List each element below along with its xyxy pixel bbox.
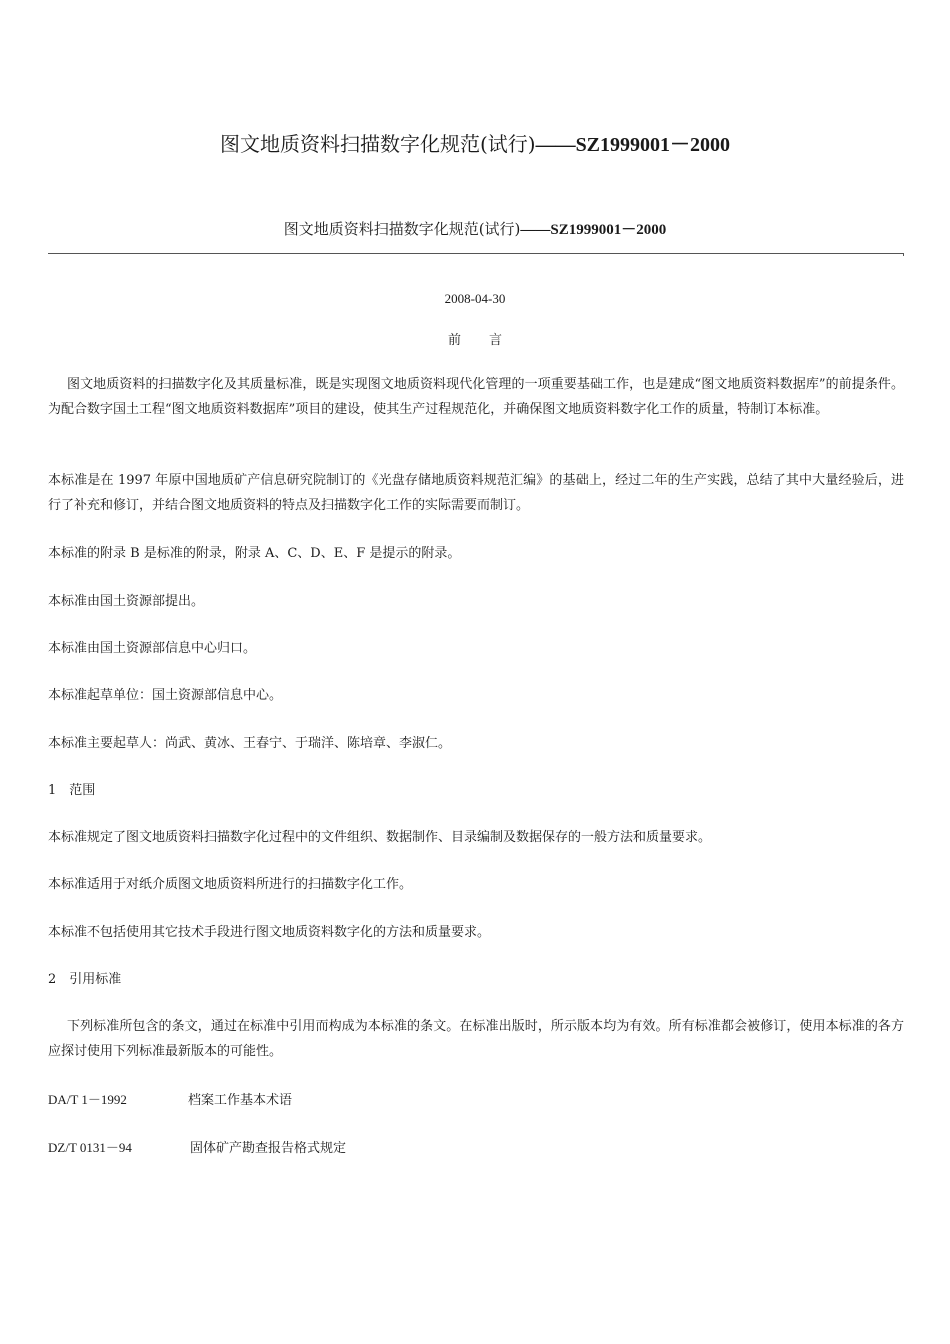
document-subtitle xyxy=(0,218,950,239)
section-heading-references: 2 引用标准 xyxy=(48,972,122,987)
paragraph-basis: 本标准是在 1997 年原中国地质矿产信息研究院制订的《光盘存储地质资料规范汇编》的基础上，经过二年的生产实践，总结了其中大量经验后，进行了补充和修订，并结合图文地质资料的特点及扫描数字化工作的实际需要而制订。 xyxy=(48,473,904,513)
paragraph-administrator: 本标准由国土资源部信息中心归口。 xyxy=(48,641,257,656)
paragraph-drafters: 本标准主要起草人：尚武、黄冰、王春宁、于瑞洋、陈培章、李淑仁。 xyxy=(48,736,452,751)
paragraph-scope-applicability: 本标准适用于对纸介质图文地质资料所进行的扫描数字化工作。 xyxy=(48,877,413,892)
section-heading-scope: 1 范围 xyxy=(48,783,96,798)
paragraph-appendix: 本标准的附录 B 是标准的附录，附录 A、C、D、E、F 是提示的附录。 xyxy=(48,546,461,561)
paragraph-scope-definition: 本标准规定了图文地质资料扫描数字化过程中的文件组织、数据制作、目录编制及数据保存的一般方法和质量要求。 xyxy=(48,830,712,845)
document-subtitle-code: ——SZ1999001－2000 xyxy=(520,222,667,238)
document-subtitle-text: 图文地质资料扫描数字化规范(试行) xyxy=(283,220,521,238)
document-title-text: 图文地质资料扫描数字化规范(试行) xyxy=(219,132,536,156)
document-title xyxy=(0,128,950,157)
paragraph-intro: 图文地质资料的扫描数字化及其质量标准，既是实现图文地质资料现代化管理的一项重要基础工作，也是建成“图文地质资料数据库”的前提条件。为配合数字国土工程“图文地质资料数据库”项目的建设，使其生产过程规范化，并确保图文地质资料数字化工作的质量，特制订本标准。 xyxy=(48,377,904,417)
reference-name: 固体矿产勘查报告格式规定 xyxy=(190,1141,347,1156)
paragraph-references-intro: 下列标准所包含的条文，通过在标准中引用而构成为本标准的条文。在标准出版时，所示版本均为有效。所有标准都会被修订，使用本标准的各方应探讨使用下列标准最新版本的可能性。 xyxy=(48,1019,904,1059)
header-divider-tick xyxy=(903,253,904,256)
header-divider xyxy=(48,253,904,254)
paragraph-drafting-unit: 本标准起草单位：国土资源部信息中心。 xyxy=(48,688,283,703)
reference-code: DA/T 1－1992 xyxy=(48,1092,127,1107)
reference-code: DZ/T 0131－94 xyxy=(48,1140,132,1155)
publish-date: 2008-04-30 xyxy=(444,291,506,306)
paragraph-proposer: 本标准由国土资源部提出。 xyxy=(48,594,205,609)
document-title-code: ——SZ1999001－2000 xyxy=(535,134,731,156)
paragraph-scope-exclusion: 本标准不包括使用其它技术手段进行图文地质资料数字化的方法和质量要求。 xyxy=(48,925,491,940)
preface-heading: 前言 xyxy=(447,333,530,348)
reference-name: 档案工作基本术语 xyxy=(188,1093,293,1108)
